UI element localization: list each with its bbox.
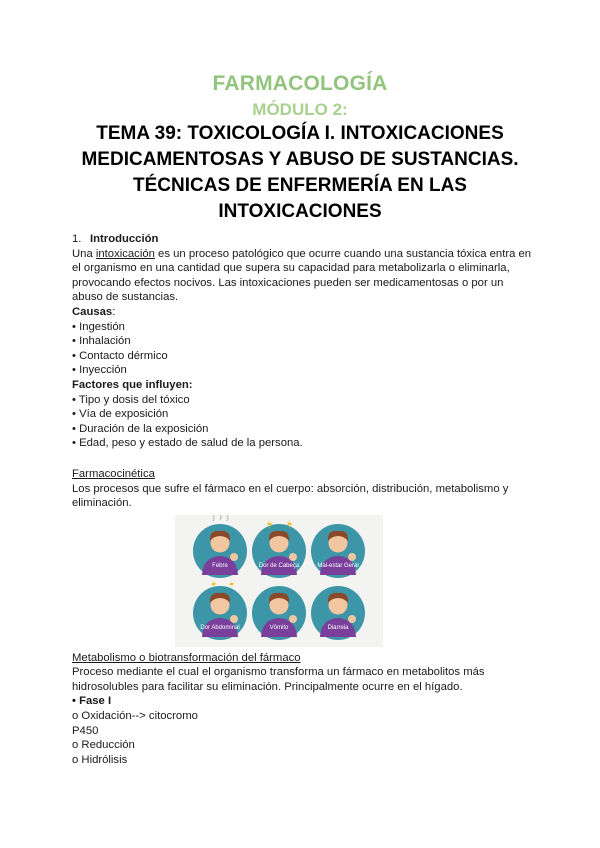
symptom-label: Dor de Cabeça (258, 562, 300, 569)
hand-shape (289, 615, 297, 623)
paragraph-line: eliminación. (72, 497, 132, 510)
paragraph-line: Los procesos que sufre el fármaco en el cuerpo: absorción, distribución, metabolismo y (72, 482, 509, 495)
list-item: o Reducción (72, 739, 135, 752)
section-number: 1. (72, 233, 82, 245)
symptoms-figure-svg (175, 515, 383, 647)
module-title: MÓDULO 2: (252, 100, 348, 119)
symptom-label: Vômito (269, 624, 289, 631)
text-run: es un proceso patológico que ocurre cuando una sustancia tóxica entra en (154, 247, 532, 260)
hand-shape (348, 553, 356, 561)
list-item: • Inyección (72, 364, 127, 377)
list-item: P450 (72, 724, 99, 737)
section-heading-text: Introducción (90, 233, 159, 245)
paragraph-line: hidrosolubles para facilitar su eliminación. Principalmente ocurre en el hígado. (72, 680, 463, 693)
list-item: • Vía de exposición (72, 408, 169, 421)
list-item: • Tipo y dosis del tóxico (72, 393, 190, 406)
spacer (72, 451, 534, 467)
subject-title: FARMACOLOGÍA (212, 72, 388, 95)
paragraph-line: el organismo en una cantidad que supera su capacidad para metabolizarla o eliminarla, (72, 262, 510, 275)
list-item: o Oxidación--> citocromo (72, 710, 198, 723)
list-item: • Edad, peso y estado de salud de la persona. (72, 437, 303, 450)
section-heading-introduction (72, 232, 534, 247)
symptom-label: Febre (212, 562, 228, 569)
symptom-label: Dor Abdominal (200, 624, 240, 631)
symptoms-illustration (175, 515, 383, 647)
topic-title-line: MEDICAMENTOSAS Y ABUSO DE SUSTANCIAS. (81, 149, 519, 170)
symptom-label: Diarreia (327, 624, 349, 631)
list-item: o Hidrólisis (72, 753, 128, 766)
paragraph-line: provocando efectos nocivos. Las intoxicaciones pueden ser medicamentosas o por un (72, 276, 504, 289)
factors-heading: Factores que influyen: (72, 378, 193, 391)
hand-shape (230, 553, 238, 561)
phase-label: • Fase I (72, 695, 112, 708)
heat-lines-icon (213, 515, 228, 521)
pharmacokinetics-heading: Farmacocinética (72, 467, 155, 480)
hand-shape (348, 615, 356, 623)
list-item: • Inhalación (72, 335, 131, 348)
topic-title (0, 121, 600, 225)
hand-shape (289, 553, 297, 561)
list-item: • Contacto dérmico (72, 349, 168, 362)
intoxication-term: intoxicación (95, 247, 155, 260)
text-run: Una (72, 247, 96, 260)
causes-colon: : (112, 305, 116, 318)
hand-shape (230, 615, 238, 623)
topic-title-line: TEMA 39: TOXICOLOGÍA I. INTOXICACIONES (96, 123, 504, 144)
topic-title-line: INTOXICACIONES (218, 201, 382, 222)
symptom-label: Mal-estar Geral (317, 562, 359, 569)
paragraph-line (72, 247, 534, 262)
paragraph-line: Proceso mediante el cual el organismo transforma un fármaco en metabolitos más (72, 666, 485, 679)
metabolism-heading: Metabolismo o biotransformación del fármaco (72, 651, 301, 664)
causes-heading (72, 305, 534, 320)
list-item: • Ingestión (72, 320, 125, 333)
topic-title-line: TÉCNICAS DE ENFERMERÍA EN LAS (133, 175, 467, 196)
document-body (72, 232, 534, 767)
list-item: • Duración de la exposición (72, 422, 209, 435)
causes-label: Causas (72, 305, 113, 318)
paragraph-line: abuso de sustancias. (72, 291, 179, 304)
